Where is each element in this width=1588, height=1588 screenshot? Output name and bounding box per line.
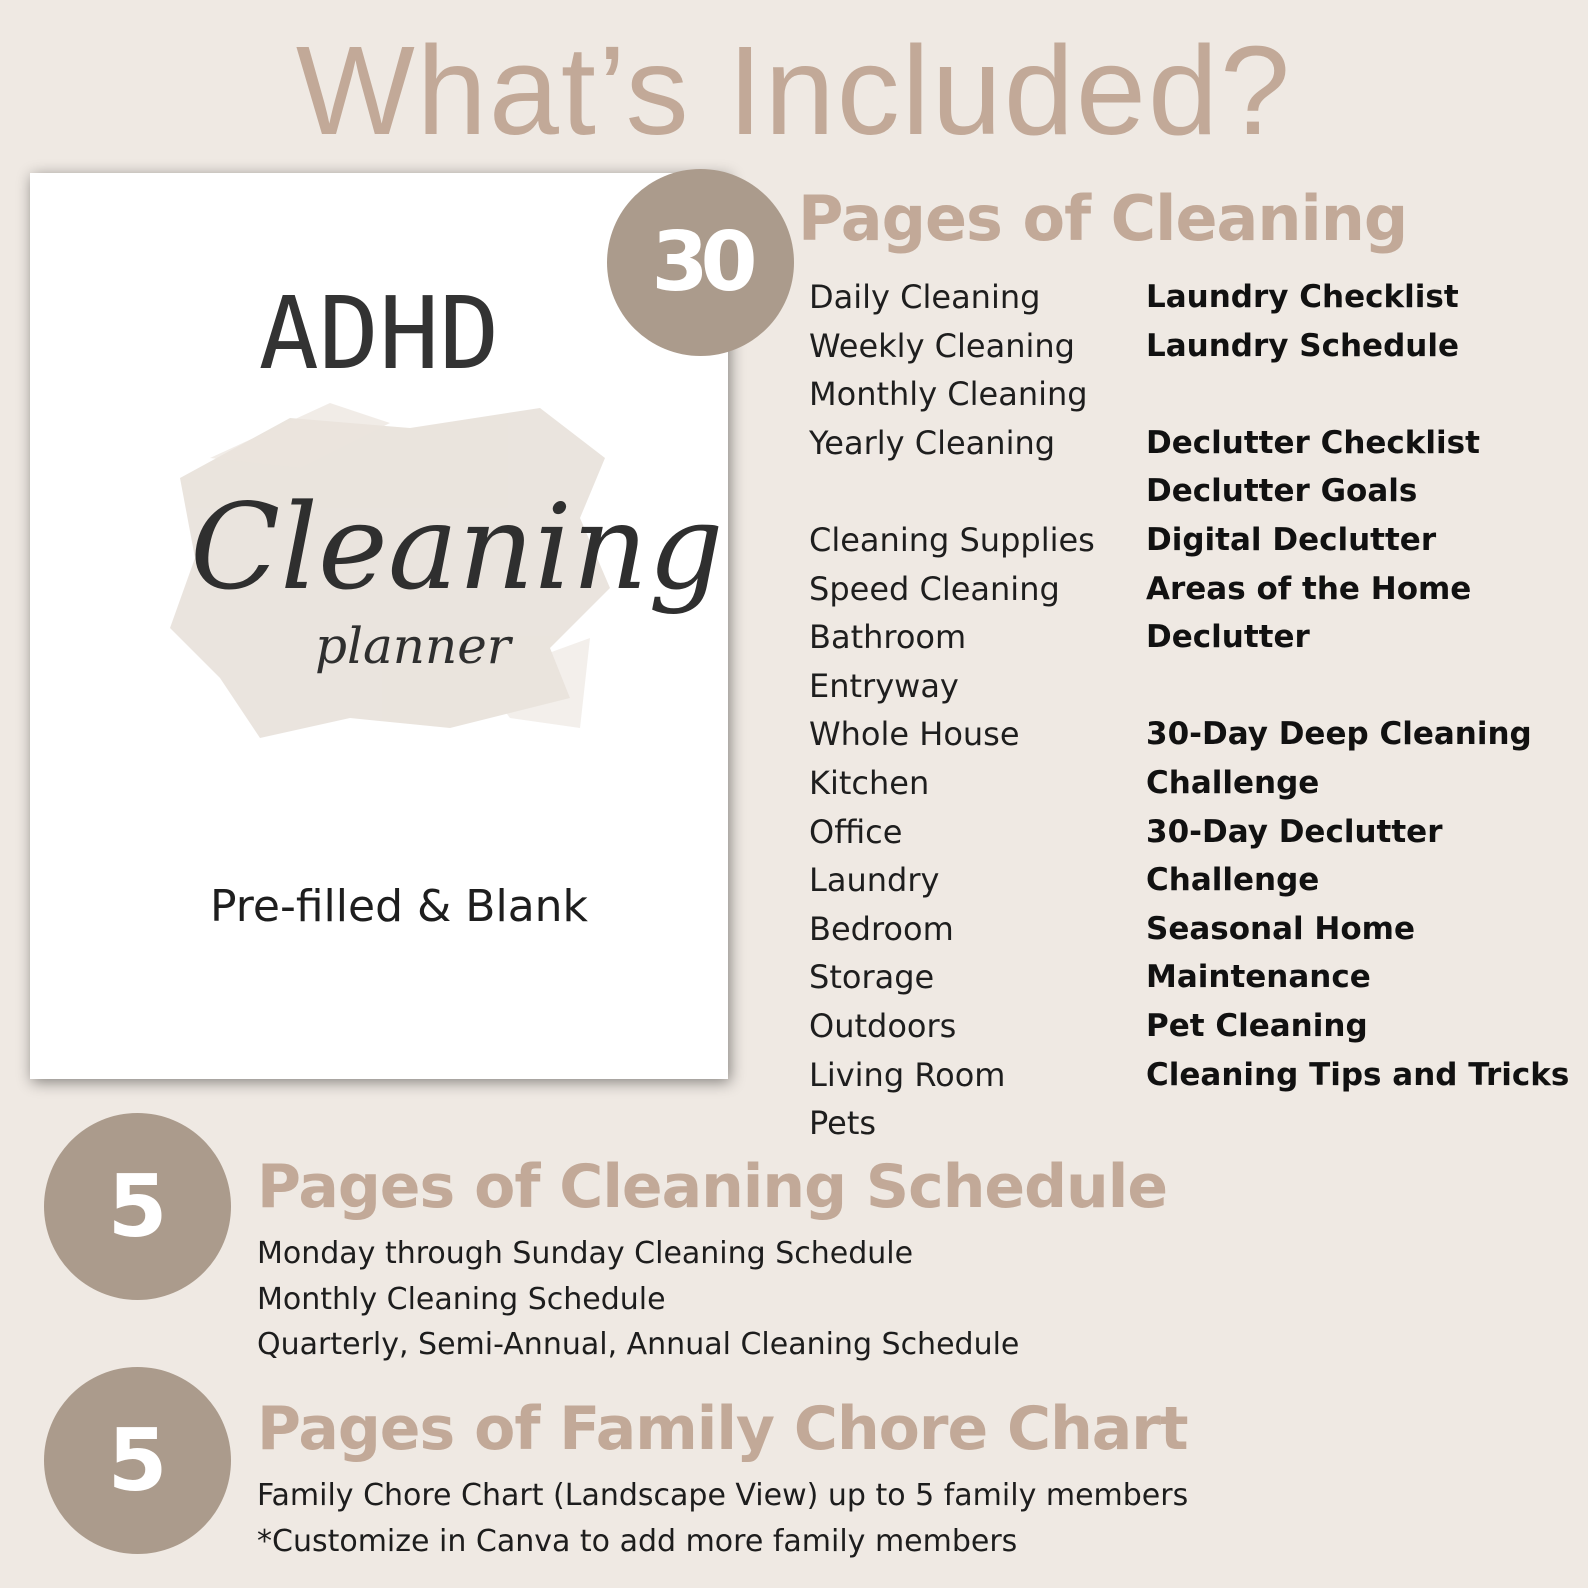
list-item: Monthly Cleaning Schedule [257, 1281, 666, 1317]
list-item: Challenge [1146, 862, 1320, 899]
schedule-list [257, 1231, 1019, 1368]
list-item: Quarterly, Semi-Annual, Annual Cleaning Schedule [257, 1327, 1020, 1362]
list-item: Bedroom [809, 909, 954, 948]
list-item: Areas of the Home [1146, 570, 1472, 607]
cleaning-list-left [809, 273, 1095, 1148]
chore-list [257, 1473, 1188, 1564]
list-item: Challenge [1146, 764, 1320, 801]
count-badge-schedule: 5 [44, 1113, 231, 1300]
cover-script-logo [150, 398, 724, 758]
list-item: Cleaning Tips and Tricks [1146, 1056, 1570, 1093]
list-item: 30-Day Deep Cleaning [1146, 716, 1532, 753]
list-item: *Customize in Canva to add more family members [257, 1523, 1018, 1559]
list-item: Digital Declutter [1146, 521, 1437, 558]
list-item: Outdoors [809, 1006, 957, 1045]
cover-script-title: Cleaning [190, 478, 724, 616]
cover-subtitle: Pre-filled & Blank [210, 881, 589, 932]
list-item: Daily Cleaning [809, 278, 1041, 316]
list-item [809, 467, 1095, 516]
section-title-schedule: Pages of Cleaning Schedule [257, 1152, 1168, 1222]
list-item: Yearly Cleaning [809, 423, 1056, 462]
list-item: Living Room [809, 1055, 1006, 1094]
list-item: Laundry Checklist [1146, 279, 1459, 315]
page-title: What’s Included? [295, 20, 1293, 161]
list-item: 30-Day Declutter [1146, 813, 1443, 850]
list-item: Pet Cleaning [1146, 1007, 1368, 1044]
list-item: Seasonal Home [1146, 910, 1415, 947]
cleaning-list-right [1146, 273, 1569, 1099]
list-item: Declutter [1146, 619, 1310, 656]
count-badge-cleaning: 30 [607, 169, 794, 356]
list-item: Pets [809, 1104, 877, 1143]
list-item: Office [809, 812, 903, 851]
list-item: Family Chore Chart (Landscape View) up to 5 family members [257, 1478, 1189, 1513]
cover-heading: ADHD [258, 275, 500, 392]
list-item: Laundry [809, 861, 940, 900]
list-item: Bathroom [809, 618, 967, 657]
list-item: Whole House [809, 715, 1020, 754]
cover-script-subtitle: planner [315, 617, 511, 675]
list-item: Cleaning Supplies [809, 520, 1095, 559]
count-badge-chore: 5 [44, 1367, 231, 1554]
list-item: Laundry Schedule [1146, 327, 1459, 364]
list-item: Entryway [809, 666, 959, 705]
list-item: Monday through Sunday Cleaning Schedule [257, 1236, 914, 1271]
list-item: Speed Cleaning [809, 569, 1060, 608]
list-item: Storage [809, 958, 935, 997]
list-item: Declutter Checklist [1146, 424, 1480, 461]
section-title-chore: Pages of Family Chore Chart [257, 1394, 1188, 1464]
section-title-cleaning: Pages of Cleaning [798, 182, 1408, 255]
list-item [1146, 370, 1569, 419]
list-item: Weekly Cleaning [809, 326, 1075, 365]
list-item: Kitchen [809, 763, 930, 802]
list-item [1146, 662, 1569, 711]
list-item: Monthly Cleaning [809, 375, 1088, 414]
list-item: Maintenance [1146, 959, 1371, 996]
list-item: Declutter Goals [1146, 473, 1418, 510]
